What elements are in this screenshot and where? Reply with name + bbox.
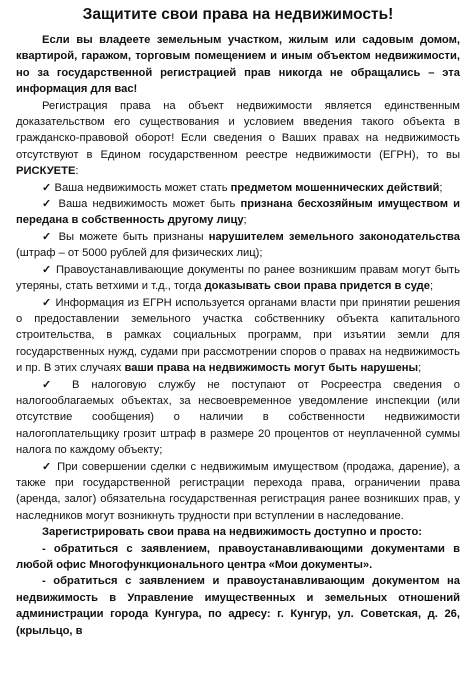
check-icon: ✓ xyxy=(42,230,54,243)
registration-paragraph xyxy=(16,98,460,180)
risk-item-text: Информация из ЕГРН используется органами власти при принятии решения о предоставлении земельного участка собственнику объекта капитального строительства, в рамках социальных программ, при изъятии земли для государственных нужд, судами при рассмотрении споров о правах на недвижимость и пр. В этих случаях xyxy=(16,296,461,375)
risk-item-text: Ваша недвижимость может быть xyxy=(58,198,241,211)
risk-item-tail: ; xyxy=(418,362,422,375)
risk-item-text: Ваша недвижимость может стать xyxy=(54,181,231,194)
register-way-administration: - обратиться с заявлением и правоустанавливающим документом на недвижимость в Управление имущественных и земельных отношений администрации города Кунгура, по адресу: г. Кунгур, ул. Советская, д. 26, (крыльцо, в xyxy=(16,575,460,637)
check-icon: ✓ xyxy=(42,263,53,276)
intro-paragraph: Если вы владеете земельным участком, жилым или садовым домом, квартирой, гаражом, торговым помещением и иным объектом недвижимости, но за государственной регистрацией прав никогда не обращались – эта информация для вас! xyxy=(16,34,460,96)
check-icon: ✓ xyxy=(42,198,54,211)
check-icon: ✓ xyxy=(42,296,52,309)
risk-item-bold: доказывать свои права придется в суде xyxy=(204,280,430,293)
check-icon: ✓ xyxy=(42,460,53,473)
risk-item-text: При совершении сделки с недвижимым имуществом (продажа, дарение), а также при государственной регистрации перехода права, ограничении права (аренда, залог) обязательна государственная регистрация ранее возникших прав, у наследников могут возникнуть трудности при вступлении в наследование. xyxy=(16,460,461,522)
risk-item xyxy=(16,295,460,377)
risk-item-bold: предметом мошеннических действий xyxy=(230,181,440,194)
risk-item-text: В налоговую службу не поступают от Росреестра сведения о налогооблагаемых объектах, за несвоевременное уведомление инспекции (или отсутствие сообщения) о наличии в собственности недвижимости налогоплательщику грозит штраф в размере 20 процентов от неуплаченной суммы налога по каждому объекту; xyxy=(16,378,461,457)
register-way-mfc: - обратиться с заявлением, правоустанавливающими документами в любой офис Многофункционального центра «Мои документы». xyxy=(16,542,460,571)
risk-item-tail: ; xyxy=(243,214,247,227)
risk-item-bold: нарушителем земельного законодательства xyxy=(208,230,461,243)
check-icon: ✓ xyxy=(42,181,52,194)
risk-word: РИСКУЕТЕ xyxy=(16,165,76,178)
check-icon: ✓ xyxy=(42,378,61,391)
risk-item-tail: (штраф – от 5000 рублей для физических лиц); xyxy=(16,247,263,260)
risk-item-text: Вы можете быть признаны xyxy=(58,230,209,243)
risk-item xyxy=(16,262,460,295)
risk-item xyxy=(16,229,460,262)
risk-item xyxy=(16,180,460,196)
registration-text: Регистрация права на объект недвижимости является единственным доказательством его существования и условием введения такого объекта в гражданско-правовой оборот! Если сведения о Ваших правах на недвижимость отсутствуют в Едином государственном реестре недвижимости (ЕГРН), то вы xyxy=(16,99,460,161)
risk-item xyxy=(16,196,460,229)
register-heading: Зарегистрировать свои права на недвижимость доступно и просто: xyxy=(42,526,423,539)
risk-item-bold: ваши права на недвижимость могут быть нарушены xyxy=(124,362,419,375)
risk-item xyxy=(16,377,460,459)
risk-colon: : xyxy=(75,165,79,178)
risk-item-bold: признана бесхозяйным имуществом и передана в собственность другому лицу xyxy=(16,198,461,227)
risk-item xyxy=(16,459,460,525)
risk-item-text: Правоустанавливающие документы по ранее возникшим правам могут быть утеряны, стать ветхими и т.д., тогда xyxy=(16,263,461,293)
risk-item-tail: ; xyxy=(439,181,443,194)
risk-item-tail: ; xyxy=(429,280,434,293)
page-title: Защитите свои права на недвижимость! xyxy=(82,6,394,23)
